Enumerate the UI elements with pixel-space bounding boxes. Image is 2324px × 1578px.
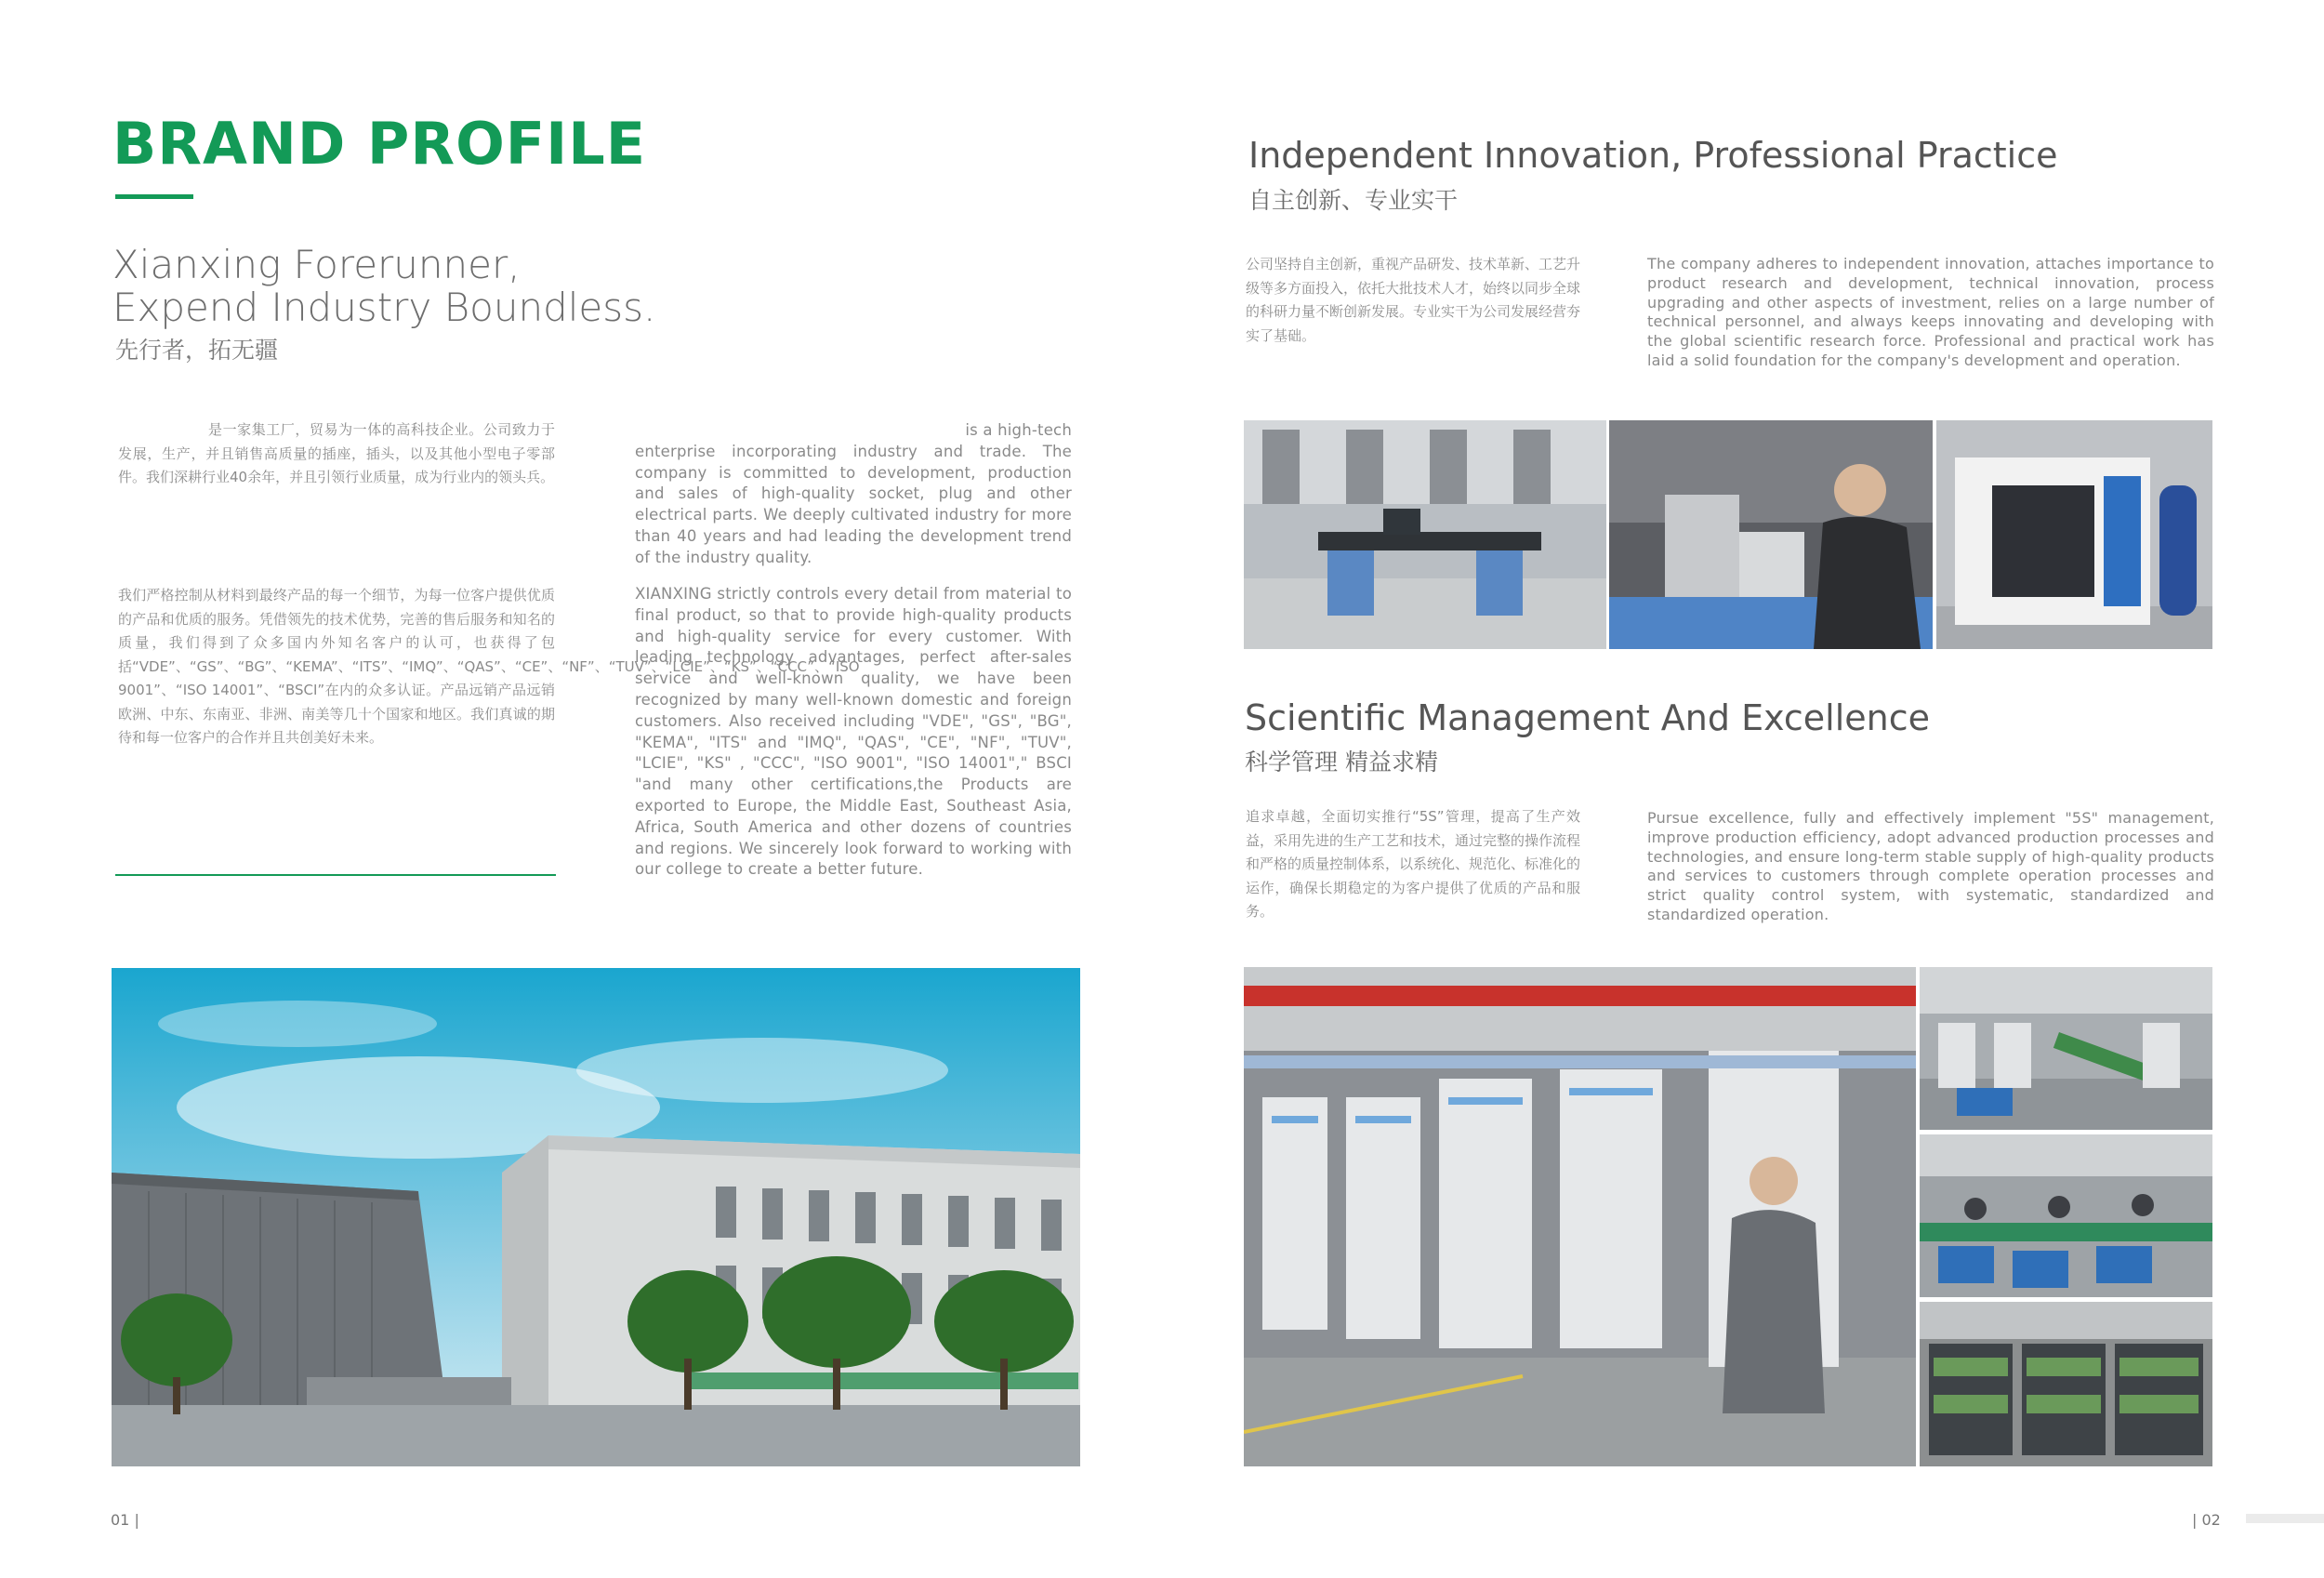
intro-paragraph-english — [635, 420, 1072, 569]
slogan-line-1: Xianxing Forerunner, — [112, 242, 521, 287]
laboratory-photo — [1244, 420, 1606, 649]
title-underline — [115, 194, 193, 199]
innovation-heading-chinese: 自主创新、专业实干 — [1248, 187, 1459, 214]
detail-paragraph-english: XIANXING strictly controls every detail from material to final product, so that to provide high-quality products and high-quality service for every customer. With leading technology advantages, perfect after-sales service and well-known quality, we have been recognized by many well-known domestic and foreign customers. Also received including "VDE", "GS", "BG", "KEMA", "ITS" and "IMQ", "QAS", "CE", "NF", "TUV", "LCIE", "KS" , "CCC", "ISO 9001", "ISO 14001"," BSCI "and many other certifications,the Products are exported to Europe, the Middle East, Southeast Asia, Africa, South America and other dozens of countries and regions. We sincerely look forward to working with our college to create a better future. — [635, 585, 1072, 879]
workshop-photo-1 — [1920, 967, 2212, 1130]
intro-paragraph-chinese: 是一家集工厂，贸易为一体的高科技企业。公司致力于发展，生产，并且销售高质量的插座，插头，以及其他小型电子零部件。我们深耕行业40余年，并且引领行业质量，成为行业内的领头兵。 — [118, 421, 555, 485]
slogan-chinese: 先行者，拓无疆 — [115, 337, 279, 364]
page-edge-marker — [2246, 1514, 2324, 1523]
brand-profile-title: BRAND PROFILE — [112, 110, 647, 178]
factory-building-photo — [112, 968, 1080, 1466]
detail-paragraph-chinese: 我们严格控制从材料到最终产品的每一个细节，为每一位客户提供优质的产品和优质的服务。凭借领先的技术优势，完善的售后服务和知名的质量，我们得到了众多国内外知名客户的认可，也获得了包括“VDE”、“GS”、“BG”、“KEMA”、“ITS”、“IMQ”、“QAS”、“CE”、“NF”、“TUV”、“LCIE”、“KS”、“CCC”、“ISO 9001”、“ISO 14001”、“BSCI”在内的众多认证。产品远销产品远销欧洲、中东、东南亚、非洲、南美等几十个国家和地区。我们真诚的期待和每一位客户的合作并且共创美好未来。 — [118, 587, 860, 746]
management-text-chinese: 追求卓越，全面切实推行“5S”管理，提高了生产效益，采用先进的生产工艺和技术，通过完整的操作流程和严格的质量控制体系，以系统化、规范化、标准化的运作，确保长期稳定的为客户提供了优质的产品和服务。 — [1246, 808, 1581, 920]
production-line-photo — [1244, 967, 1916, 1466]
page-number-left: 01 | — [111, 1511, 139, 1529]
slogan — [112, 244, 655, 329]
intro-lead: is a high-tech — [965, 421, 1072, 439]
innovation-text-english: The company adheres to independent innovation, attaches importance to product research and development, technical innovation, process upgrading and other aspects of investment, relies on a large number of technical personnel, and always keeps innovating and developing with the global scientific research force. Professional and practical work has laid a solid foundation for the company's development and operation. — [1647, 255, 2214, 369]
slogan-line-2: Expend Industry Boundless. — [112, 285, 656, 330]
warehouse-photo — [1920, 1302, 2212, 1466]
management-heading-chinese: 科学管理 精益求精 — [1245, 749, 1438, 776]
intro-rest: enterprise incorporating industry and trade. The company is committed to development, production and sales of high-quality socket, plug and other electrical parts. We deeply cultivated industry for more than 40 years and had leading the development trend of the industry quality. — [635, 442, 1072, 566]
management-heading: Scientific Management And Excellence — [1245, 697, 1931, 738]
innovation-text-chinese: 公司坚持自主创新，重视产品研发、技术革新、工艺升级等多方面投入，依托大批技术人才，始终以同步全球的科研力量不断创新发展。专业实干为公司发展经营夯实了基础。 — [1246, 256, 1581, 344]
workshop-photo-2 — [1920, 1134, 2212, 1297]
management-text-english: Pursue excellence, fully and effectively implement "5S" management, improve production efficiency, adopt advanced production processes and technologies, and ensure long-term stable supply of high-quality products and services to customers through complete operation processes and strict quality control system, with systematic, standardized and standardized operation. — [1647, 809, 2214, 923]
innovation-heading: Independent Innovation, Professional Practice — [1248, 135, 2058, 176]
test-chamber-photo — [1936, 420, 2212, 649]
page-number-right: | 02 — [2192, 1511, 2221, 1529]
technician-testing-photo — [1609, 420, 1933, 649]
section-divider — [115, 874, 556, 876]
